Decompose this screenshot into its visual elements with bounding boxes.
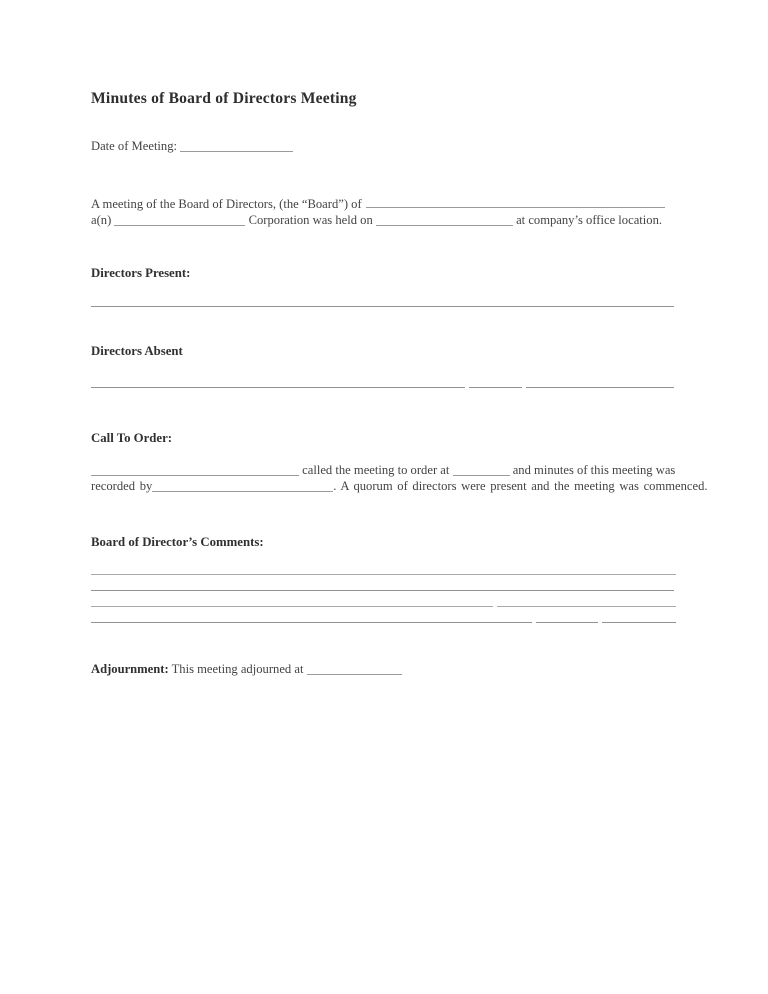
- intro-line-2-mid: Corporation was held on: [248, 213, 373, 228]
- intro-line-1-text: A meeting of the Board of Directors, (the “Board”) of: [91, 197, 362, 211]
- call-line-2-prefix: recorded by: [91, 479, 153, 494]
- call-line-1-mid: called the meeting to order at: [302, 463, 450, 477]
- entity-type-blank: [114, 213, 245, 226]
- intro-line-2-prefix: a(n): [91, 213, 112, 228]
- date-of-meeting-blank: [180, 139, 293, 152]
- intro-line-2: [91, 212, 665, 228]
- directors-absent-rule-seg1: [91, 387, 465, 388]
- board-name-blank: [366, 195, 665, 208]
- call-to-order-line-1: [91, 462, 708, 478]
- call-line-1-suffix: and minutes of this meeting was: [512, 463, 676, 477]
- call-to-order-paragraph: [91, 462, 708, 494]
- comments-heading: Board of Director’s Comments:: [91, 535, 264, 549]
- adjournment-text: This meeting adjourned at: [171, 662, 304, 676]
- date-of-meeting-label: Date of Meeting:: [91, 139, 178, 153]
- adjournment-time-blank: [307, 662, 402, 675]
- directors-absent-heading: Directors Absent: [91, 344, 183, 358]
- intro-paragraph: [91, 195, 665, 228]
- order-time-blank: [453, 463, 510, 476]
- comments-rule-4-seg3: [602, 622, 676, 623]
- call-to-order-heading: Call To Order:: [91, 431, 173, 445]
- directors-present-heading: Directors Present:: [91, 266, 191, 280]
- directors-absent-rule-seg2: [469, 387, 522, 388]
- call-line-2-suffix: . A quorum of directors were present and the meeting was commenced.: [333, 479, 708, 494]
- comments-rule-3-seg1: [91, 606, 493, 607]
- comments-rule-4-seg1: [91, 622, 532, 623]
- adjournment-line: [91, 661, 402, 677]
- adjournment-label: Adjournment:: [91, 662, 169, 676]
- directors-absent-rule-seg3: [526, 387, 674, 388]
- intro-line-2-suffix: at company’s office location.: [516, 213, 663, 228]
- comments-rule-4-seg2: [536, 622, 598, 623]
- held-on-date-blank: [376, 213, 513, 226]
- comments-rule-3-seg2: [497, 606, 676, 607]
- intro-line-1: [91, 195, 665, 212]
- comments-rule-1: [91, 574, 676, 575]
- directors-present-rule: [91, 306, 674, 307]
- comments-rule-2: [91, 590, 674, 591]
- date-of-meeting-line: [91, 138, 293, 154]
- call-to-order-line-2: [91, 478, 708, 494]
- document-title: Minutes of Board of Directors Meeting: [91, 90, 357, 107]
- caller-name-blank: [91, 463, 299, 476]
- recorder-name-blank: [152, 479, 333, 492]
